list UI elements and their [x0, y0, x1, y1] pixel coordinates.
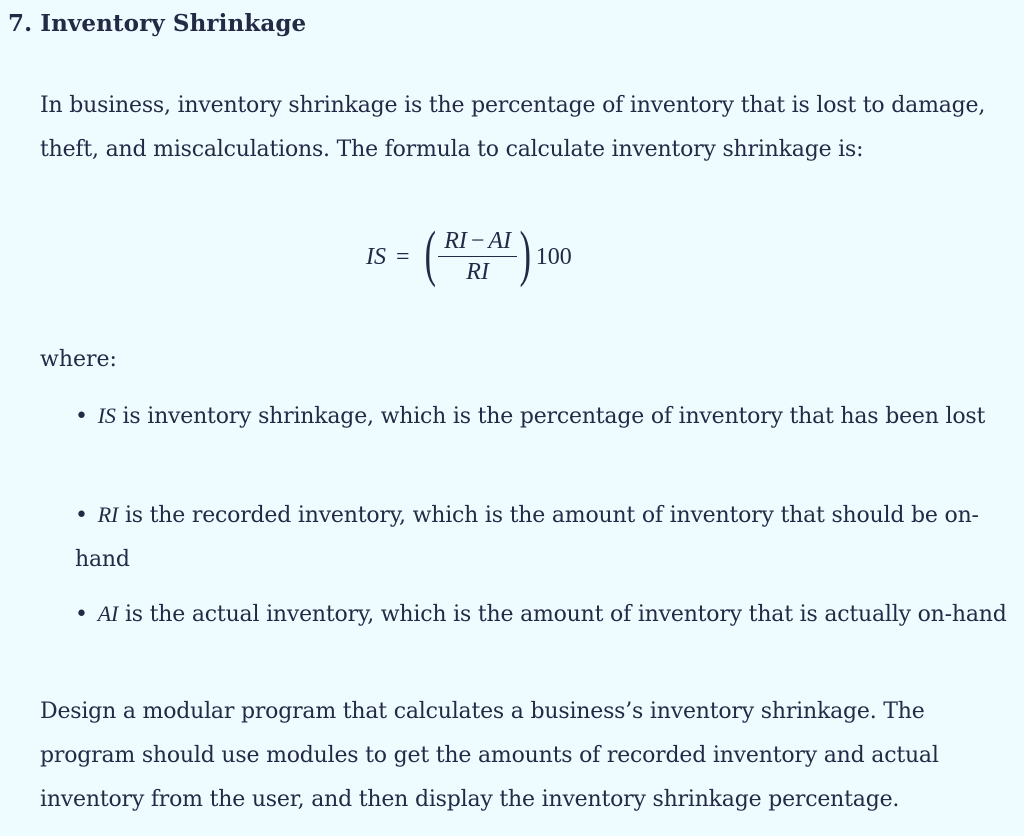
- formula-numerator: [438, 227, 517, 257]
- numerator-recorded: RI: [444, 228, 467, 254]
- formula-lhs: IS: [366, 243, 386, 270]
- formula-right-paren: ): [519, 220, 532, 288]
- bullet-text: is the recorded inventory, which is the amount of inventory that should be on-hand: [75, 503, 979, 572]
- bullet-item: [75, 493, 1015, 582]
- bullet-marker: •: [75, 503, 88, 528]
- where-label: where:: [40, 347, 117, 372]
- formula-equals: =: [396, 243, 410, 270]
- intro-paragraph: In business, inventory shrinkage is the percentage of inventory that is lost to damage, theft, and miscalculations. The formula to calculate inventory shrinkage is:: [40, 93, 986, 162]
- design-paragraph: Design a modular program that calculates a business’s inventory shrinkage. The program should use modules to get the amounts of recorded inventory and actual inventory from the user, and then display the inventory shrinkage percentage.: [40, 699, 939, 812]
- section-number: 7.: [8, 10, 33, 37]
- numerator-actual: AI: [488, 228, 512, 254]
- formula-multiplier: 100: [535, 243, 572, 270]
- bullet-item: [75, 592, 1015, 637]
- shrinkage-formula: [366, 222, 572, 292]
- formula-denominator: RI: [466, 259, 489, 285]
- bullet-marker: •: [75, 404, 88, 429]
- bullet-item: [75, 394, 1015, 439]
- section-heading: [8, 10, 306, 37]
- bullet-text: is inventory shrinkage, which is the percentage of inventory that has been lost: [115, 404, 986, 429]
- formula-left-paren: (: [424, 220, 436, 288]
- bullet-text: is the actual inventory, which is the amount of inventory that is actually on-hand: [118, 602, 1007, 627]
- bullet-variable: IS: [97, 403, 116, 428]
- section-title: Inventory Shrinkage: [40, 10, 307, 37]
- bullet-marker: •: [75, 602, 88, 627]
- formula-fraction: [438, 227, 517, 287]
- bullet-variable: AI: [97, 601, 119, 626]
- bullet-variable: RI: [97, 502, 119, 527]
- numerator-minus: −: [470, 228, 485, 254]
